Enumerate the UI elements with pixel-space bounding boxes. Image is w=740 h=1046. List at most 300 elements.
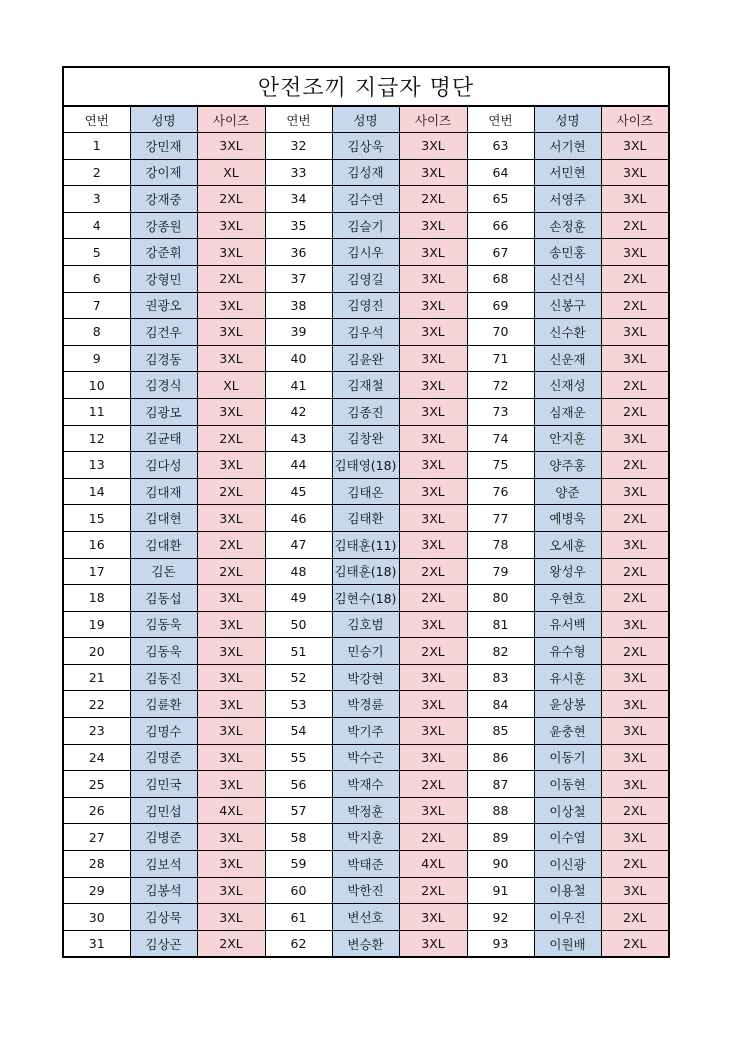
name-cell: 김명준 [130,744,197,771]
name-cell: 송민홍 [534,239,601,266]
name-cell: 유시훈 [534,664,601,691]
name-cell: 왕성우 [534,558,601,585]
name-cell: 김균태 [130,425,197,452]
roster-table [62,66,670,958]
name-cell: 박재수 [332,771,399,798]
name-cell: 김대환 [130,531,197,558]
serial-number-cell: 9 [63,345,130,372]
table-row [63,212,669,239]
table-row [63,319,669,346]
name-cell: 김우석 [332,319,399,346]
name-cell: 김돈 [130,558,197,585]
name-cell: 김창완 [332,425,399,452]
header-num: 연번 [467,106,534,133]
header-name: 성명 [332,106,399,133]
size-cell: XL [197,372,265,399]
size-cell: 3XL [197,133,265,160]
name-cell: 신운재 [534,345,601,372]
serial-number-cell: 42 [265,398,332,425]
serial-number-cell: 34 [265,186,332,213]
serial-number-cell: 52 [265,664,332,691]
serial-number-cell: 23 [63,718,130,745]
size-cell: 3XL [601,319,669,346]
serial-number-cell: 17 [63,558,130,585]
name-cell: 권광오 [130,292,197,319]
serial-number-cell: 90 [467,851,534,878]
header-name: 성명 [130,106,197,133]
size-cell: 3XL [197,824,265,851]
serial-number-cell: 3 [63,186,130,213]
sheet-title: 안전조끼 지급자 명단 [63,67,669,106]
name-cell: 예병욱 [534,505,601,532]
name-cell: 민승기 [332,638,399,665]
size-cell: 3XL [197,611,265,638]
serial-number-cell: 31 [63,930,130,957]
size-cell: 2XL [197,186,265,213]
size-cell: 2XL [399,585,467,612]
name-cell: 우현호 [534,585,601,612]
serial-number-cell: 91 [467,877,534,904]
serial-number-cell: 33 [265,159,332,186]
name-cell: 김륜환 [130,691,197,718]
name-cell: 이용철 [534,877,601,904]
name-cell: 신수환 [534,319,601,346]
serial-number-cell: 53 [265,691,332,718]
name-cell: 김명수 [130,718,197,745]
serial-number-cell: 86 [467,744,534,771]
size-cell: 3XL [197,638,265,665]
name-cell: 박한진 [332,877,399,904]
size-cell: 3XL [601,133,669,160]
table-row [63,265,669,292]
serial-number-cell: 69 [467,292,534,319]
serial-number-cell: 47 [265,531,332,558]
serial-number-cell: 49 [265,585,332,612]
size-cell: 3XL [197,851,265,878]
name-cell: 박강현 [332,664,399,691]
name-cell: 신봉구 [534,292,601,319]
name-cell: 박경륜 [332,691,399,718]
size-cell: 3XL [399,319,467,346]
size-cell: 3XL [399,478,467,505]
size-cell: 3XL [197,398,265,425]
header-num: 연번 [265,106,332,133]
name-cell: 강형민 [130,265,197,292]
size-cell: 3XL [197,718,265,745]
size-cell: 2XL [601,265,669,292]
table-row [63,345,669,372]
table-row [63,744,669,771]
name-cell: 김광모 [130,398,197,425]
serial-number-cell: 66 [467,212,534,239]
name-cell: 김태온 [332,478,399,505]
serial-number-cell: 82 [467,638,534,665]
size-cell: 2XL [399,638,467,665]
size-cell: 2XL [601,930,669,957]
serial-number-cell: 68 [467,265,534,292]
size-cell: 2XL [601,212,669,239]
size-cell: 3XL [197,904,265,931]
header-row [63,106,669,133]
size-cell: 3XL [601,744,669,771]
size-cell: 3XL [197,691,265,718]
size-cell: 3XL [399,425,467,452]
size-cell: 3XL [399,904,467,931]
name-cell: 김시우 [332,239,399,266]
name-cell: 김대현 [130,505,197,532]
table-row [63,531,669,558]
serial-number-cell: 2 [63,159,130,186]
size-cell: 3XL [399,531,467,558]
serial-number-cell: 19 [63,611,130,638]
serial-number-cell: 63 [467,133,534,160]
header-size: 사이즈 [197,106,265,133]
size-cell: 3XL [399,159,467,186]
table-row [63,159,669,186]
size-cell: 2XL [197,425,265,452]
serial-number-cell: 4 [63,212,130,239]
serial-number-cell: 29 [63,877,130,904]
serial-number-cell: 22 [63,691,130,718]
name-cell: 김동진 [130,664,197,691]
roster-body [63,133,669,958]
name-cell: 김윤완 [332,345,399,372]
table-row [63,718,669,745]
serial-number-cell: 14 [63,478,130,505]
name-cell: 김태환 [332,505,399,532]
size-cell: 3XL [399,691,467,718]
size-cell: 3XL [399,744,467,771]
size-cell: 3XL [399,265,467,292]
size-cell: 3XL [197,319,265,346]
serial-number-cell: 70 [467,319,534,346]
table-row [63,505,669,532]
name-cell: 양준 [534,478,601,505]
name-cell: 강이제 [130,159,197,186]
size-cell: 3XL [197,744,265,771]
name-cell: 유서백 [534,611,601,638]
serial-number-cell: 71 [467,345,534,372]
size-cell: 3XL [197,585,265,612]
serial-number-cell: 65 [467,186,534,213]
table-row [63,638,669,665]
table-row [63,904,669,931]
serial-number-cell: 46 [265,505,332,532]
size-cell: 3XL [197,292,265,319]
name-cell: 김상묵 [130,904,197,931]
size-cell: 3XL [601,718,669,745]
serial-number-cell: 36 [265,239,332,266]
serial-number-cell: 62 [265,930,332,957]
size-cell: 4XL [197,797,265,824]
serial-number-cell: 40 [265,345,332,372]
name-cell: 김현수(18) [332,585,399,612]
serial-number-cell: 93 [467,930,534,957]
serial-number-cell: 25 [63,771,130,798]
table-row [63,425,669,452]
size-cell: 3XL [399,239,467,266]
name-cell: 서영주 [534,186,601,213]
name-cell: 김건우 [130,319,197,346]
size-cell: 3XL [399,212,467,239]
name-cell: 박지훈 [332,824,399,851]
size-cell: 3XL [399,133,467,160]
name-cell: 이우진 [534,904,601,931]
table-row [63,186,669,213]
size-cell: 3XL [601,824,669,851]
serial-number-cell: 74 [467,425,534,452]
serial-number-cell: 88 [467,797,534,824]
serial-number-cell: 67 [467,239,534,266]
name-cell: 이수엽 [534,824,601,851]
name-cell: 김상욱 [332,133,399,160]
name-cell: 변선호 [332,904,399,931]
size-cell: 2XL [601,851,669,878]
name-cell: 강준휘 [130,239,197,266]
size-cell: 3XL [399,718,467,745]
table-row [63,877,669,904]
size-cell: 3XL [399,345,467,372]
size-cell: 3XL [197,239,265,266]
serial-number-cell: 13 [63,452,130,479]
size-cell: 2XL [197,531,265,558]
name-cell: 이동현 [534,771,601,798]
size-cell: 2XL [399,558,467,585]
serial-number-cell: 1 [63,133,130,160]
name-cell: 박수곤 [332,744,399,771]
serial-number-cell: 39 [265,319,332,346]
table-row [63,664,669,691]
name-cell: 김성재 [332,159,399,186]
serial-number-cell: 81 [467,611,534,638]
name-cell: 김대재 [130,478,197,505]
serial-number-cell: 20 [63,638,130,665]
size-cell: 2XL [197,265,265,292]
size-cell: 2XL [601,505,669,532]
name-cell: 박태준 [332,851,399,878]
name-cell: 김민섭 [130,797,197,824]
name-cell: 강재중 [130,186,197,213]
serial-number-cell: 78 [467,531,534,558]
size-cell: 2XL [197,478,265,505]
serial-number-cell: 12 [63,425,130,452]
name-cell: 이원배 [534,930,601,957]
size-cell: 3XL [399,505,467,532]
size-cell: 3XL [601,611,669,638]
serial-number-cell: 60 [265,877,332,904]
size-cell: 3XL [601,478,669,505]
name-cell: 김경식 [130,372,197,399]
name-cell: 김상곤 [130,930,197,957]
size-cell: 3XL [601,345,669,372]
serial-number-cell: 5 [63,239,130,266]
size-cell: 3XL [197,505,265,532]
serial-number-cell: 45 [265,478,332,505]
size-cell: 3XL [197,877,265,904]
serial-number-cell: 61 [265,904,332,931]
name-cell: 김영진 [332,292,399,319]
name-cell: 김동욱 [130,638,197,665]
serial-number-cell: 32 [265,133,332,160]
serial-number-cell: 77 [467,505,534,532]
serial-number-cell: 7 [63,292,130,319]
table-row [63,239,669,266]
name-cell: 김태훈(18) [332,558,399,585]
size-cell: 3XL [399,611,467,638]
name-cell: 신건식 [534,265,601,292]
name-cell: 이신광 [534,851,601,878]
name-cell: 이동기 [534,744,601,771]
name-cell: 김호범 [332,611,399,638]
table-row [63,797,669,824]
name-cell: 신재성 [534,372,601,399]
header-num: 연번 [63,106,130,133]
size-cell: 2XL [601,585,669,612]
serial-number-cell: 11 [63,398,130,425]
serial-number-cell: 58 [265,824,332,851]
table-row [63,398,669,425]
size-cell: 2XL [601,904,669,931]
size-cell: XL [197,159,265,186]
name-cell: 양주홍 [534,452,601,479]
serial-number-cell: 57 [265,797,332,824]
size-cell: 3XL [197,452,265,479]
name-cell: 강종원 [130,212,197,239]
serial-number-cell: 8 [63,319,130,346]
name-cell: 김태훈(11) [332,531,399,558]
serial-number-cell: 16 [63,531,130,558]
name-cell: 박정훈 [332,797,399,824]
name-cell: 오세훈 [534,531,601,558]
table-row [63,585,669,612]
name-cell: 김민국 [130,771,197,798]
size-cell: 2XL [601,452,669,479]
size-cell: 2XL [399,186,467,213]
name-cell: 윤충현 [534,718,601,745]
size-cell: 3XL [399,664,467,691]
header-name: 성명 [534,106,601,133]
name-cell: 손정훈 [534,212,601,239]
name-cell: 김봉석 [130,877,197,904]
serial-number-cell: 6 [63,265,130,292]
serial-number-cell: 73 [467,398,534,425]
name-cell: 김다성 [130,452,197,479]
size-cell: 3XL [601,771,669,798]
serial-number-cell: 83 [467,664,534,691]
name-cell: 심재운 [534,398,601,425]
serial-number-cell: 64 [467,159,534,186]
name-cell: 김영길 [332,265,399,292]
name-cell: 김재철 [332,372,399,399]
size-cell: 2XL [601,398,669,425]
size-cell: 2XL [601,292,669,319]
serial-number-cell: 59 [265,851,332,878]
size-cell: 3XL [601,425,669,452]
size-cell: 3XL [399,452,467,479]
size-cell: 3XL [399,398,467,425]
size-cell: 3XL [399,372,467,399]
serial-number-cell: 76 [467,478,534,505]
size-cell: 4XL [399,851,467,878]
table-row [63,133,669,160]
serial-number-cell: 26 [63,797,130,824]
serial-number-cell: 84 [467,691,534,718]
size-cell: 2XL [601,558,669,585]
table-row [63,851,669,878]
table-row [63,691,669,718]
name-cell: 김동욱 [130,611,197,638]
name-cell: 안지훈 [534,425,601,452]
table-row [63,771,669,798]
size-cell: 3XL [399,797,467,824]
size-cell: 2XL [399,824,467,851]
serial-number-cell: 80 [467,585,534,612]
serial-number-cell: 38 [265,292,332,319]
size-cell: 2XL [601,372,669,399]
serial-number-cell: 79 [467,558,534,585]
table-row [63,558,669,585]
serial-number-cell: 27 [63,824,130,851]
name-cell: 윤상봉 [534,691,601,718]
name-cell: 김수연 [332,186,399,213]
name-cell: 김경동 [130,345,197,372]
header-size: 사이즈 [399,106,467,133]
name-cell: 김종진 [332,398,399,425]
serial-number-cell: 18 [63,585,130,612]
name-cell: 서기현 [534,133,601,160]
name-cell: 변승환 [332,930,399,957]
serial-number-cell: 43 [265,425,332,452]
size-cell: 3XL [601,159,669,186]
serial-number-cell: 48 [265,558,332,585]
serial-number-cell: 28 [63,851,130,878]
size-cell: 3XL [601,186,669,213]
serial-number-cell: 41 [265,372,332,399]
size-cell: 2XL [601,638,669,665]
serial-number-cell: 85 [467,718,534,745]
size-cell: 3XL [197,664,265,691]
serial-number-cell: 89 [467,824,534,851]
size-cell: 3XL [601,691,669,718]
name-cell: 박기주 [332,718,399,745]
serial-number-cell: 37 [265,265,332,292]
size-cell: 2XL [399,877,467,904]
serial-number-cell: 87 [467,771,534,798]
serial-number-cell: 56 [265,771,332,798]
size-cell: 2XL [601,797,669,824]
name-cell: 김병준 [130,824,197,851]
size-cell: 3XL [197,212,265,239]
size-cell: 2XL [197,930,265,957]
name-cell: 유수형 [534,638,601,665]
size-cell: 3XL [601,877,669,904]
name-cell: 이상철 [534,797,601,824]
serial-number-cell: 15 [63,505,130,532]
serial-number-cell: 35 [265,212,332,239]
serial-number-cell: 10 [63,372,130,399]
size-cell: 2XL [399,771,467,798]
size-cell: 3XL [197,345,265,372]
table-row [63,611,669,638]
name-cell: 강민재 [130,133,197,160]
size-cell: 3XL [601,664,669,691]
serial-number-cell: 21 [63,664,130,691]
name-cell: 김보석 [130,851,197,878]
serial-number-cell: 92 [467,904,534,931]
table-row [63,452,669,479]
serial-number-cell: 54 [265,718,332,745]
serial-number-cell: 55 [265,744,332,771]
